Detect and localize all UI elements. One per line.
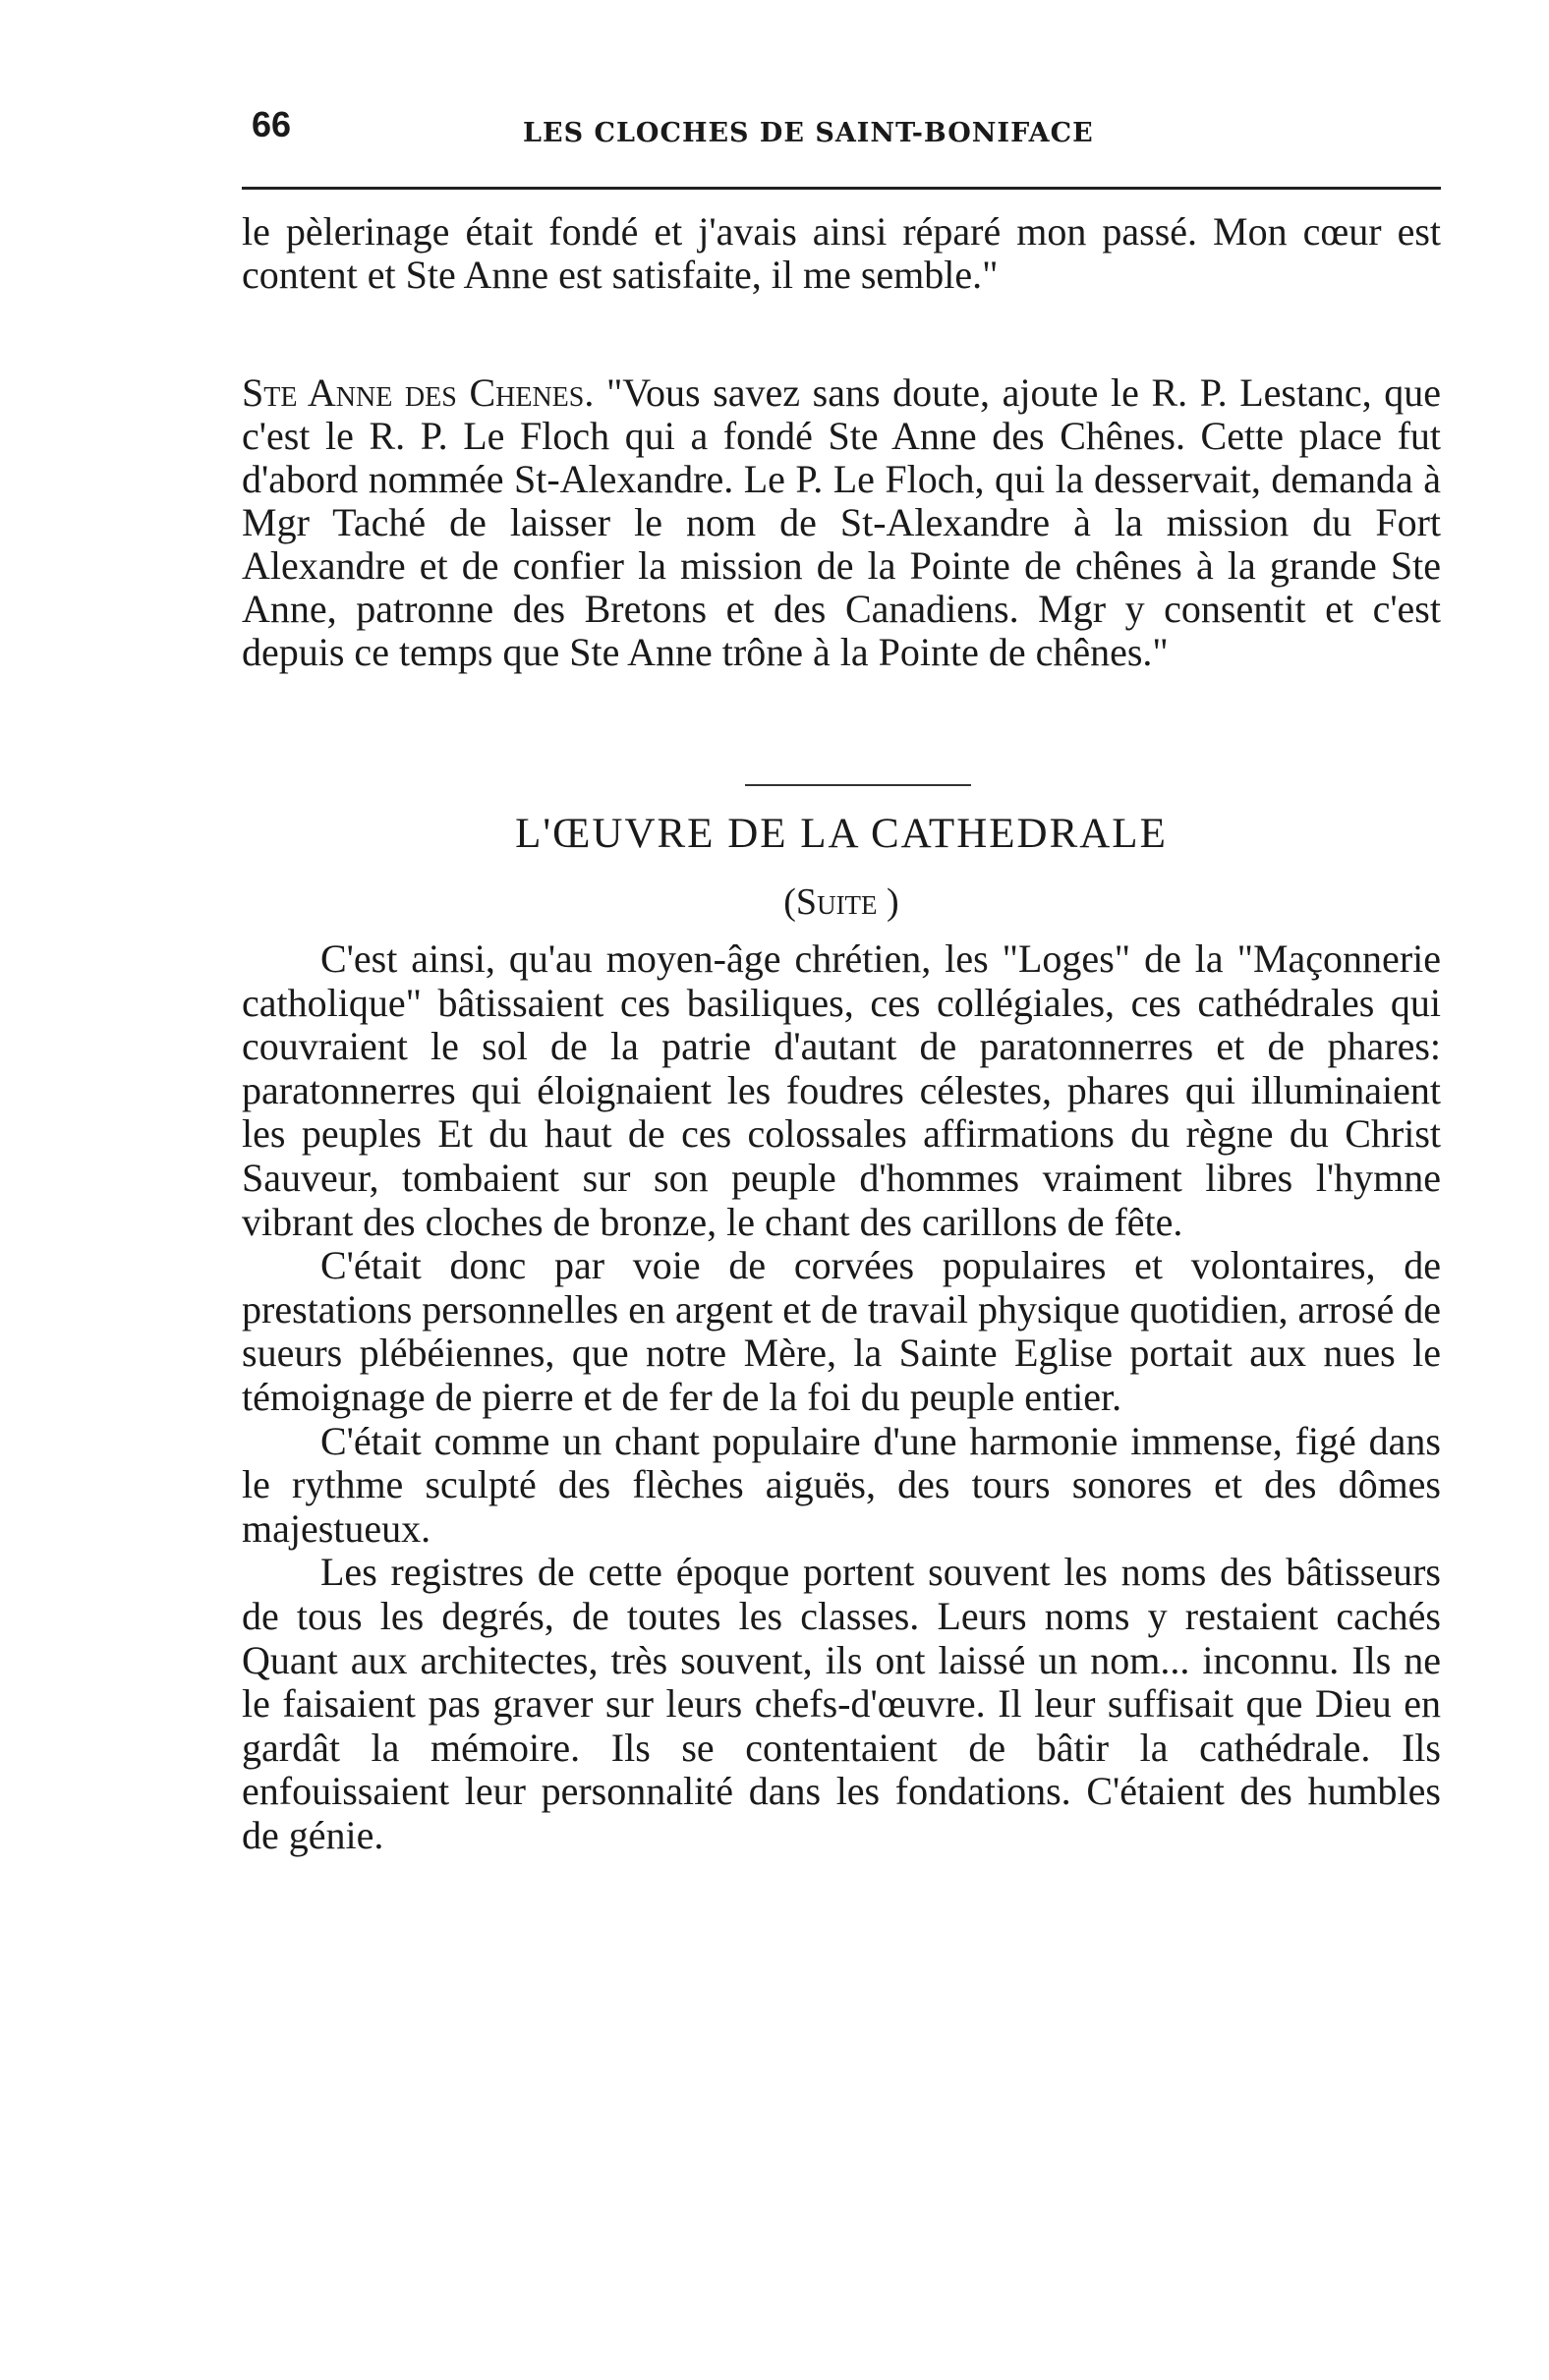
section-separator <box>745 784 971 786</box>
paragraph-lead: Ste Anne des Chenes. <box>242 370 595 415</box>
paragraph-continuation: le pèlerinage était fondé et j'avais ainsi réparé mon passé. Mon cœur est content et Ste Anne est satisfaite, il me semble." <box>242 209 1441 297</box>
running-title: LES CLOCHES DE SAINT-BONIFACE <box>523 118 1094 148</box>
body-paragraph: C'était donc par voie de corvées populaires et volontaires, de prestations personnelles en argent et de travail physique quotidien, arrosé de sueurs plébéiennes, que notre Mère, la Sainte Eglise portait aux nues le témoignage de pierre et de fer de la foi du peuple entier. <box>242 1243 1441 1419</box>
section-body <box>242 937 1441 1857</box>
body-paragraph: C'est ainsi, qu'au moyen-âge chrétien, les "Loges" de la "Maçonnerie catholique" bâtissaient ces basiliques, ces collégiales, ces cathédrales qui couvraient le sol de la patrie d'autant de paratonnerres et de phares: paratonnerres qui éloignaient les foudres célestes, phares qui illuminaient les peuples Et du haut de ces colossales affirmations du règne du Christ Sauveur, tombaient sur son peuple d'hommes vraiment libres l'hymne vibrant des cloches de bronze, le chant des carillons de fête. <box>242 936 1441 1244</box>
section-subtitle: (Suite ) <box>783 881 899 923</box>
body-paragraph: Les registres de cette époque portent souvent les noms des bâtisseurs de tous les degrés, de toutes les classes. Leurs noms y restaient cachés Quant aux architectes, très souvent, ils ont laissé un nom... inconnu. Ils ne le faisaient pas graver sur leurs chefs-d'œuvre. Il leur suffisait que Dieu en gardât la mémoire. Ils se contentaient de bâtir la cathédrale. Ils enfouissaient leur personnalité dans les fondations. C'étaient des humbles de génie. <box>242 1550 1441 1857</box>
paragraph-ste-anne <box>242 371 1441 674</box>
book-page <box>228 94 1447 1857</box>
paragraph-body: "Vous savez sans doute, ajoute le R. P. Lestanc, que c'est le R. P. Le Floch qui a fondé Ste Anne des Chênes. Cette place fut d'abord nommée St-Alexandre. Le P. Le Floch, qui la desservait, demanda à Mgr Taché de laisser le nom de St-Alexandre à la mission du Fort Alexandre et de confier la mission de la Pointe de chênes à la grande Ste Anne, patronne des Bretons et des Canadiens. Mgr y consentit et c'est depuis ce temps que Ste Anne trône à la Pointe de chênes." <box>242 370 1441 674</box>
header-rule <box>242 187 1441 190</box>
section-title: L'ŒUVRE DE LA CATHEDRALE <box>515 811 1168 857</box>
running-head <box>228 94 1447 157</box>
page-number: 66 <box>252 104 292 144</box>
body-paragraph: C'était comme un chant populaire d'une harmonie immense, figé dans le rythme sculpté des flèches aiguës, des tours sonores et des dômes majestueux. <box>242 1418 1441 1551</box>
